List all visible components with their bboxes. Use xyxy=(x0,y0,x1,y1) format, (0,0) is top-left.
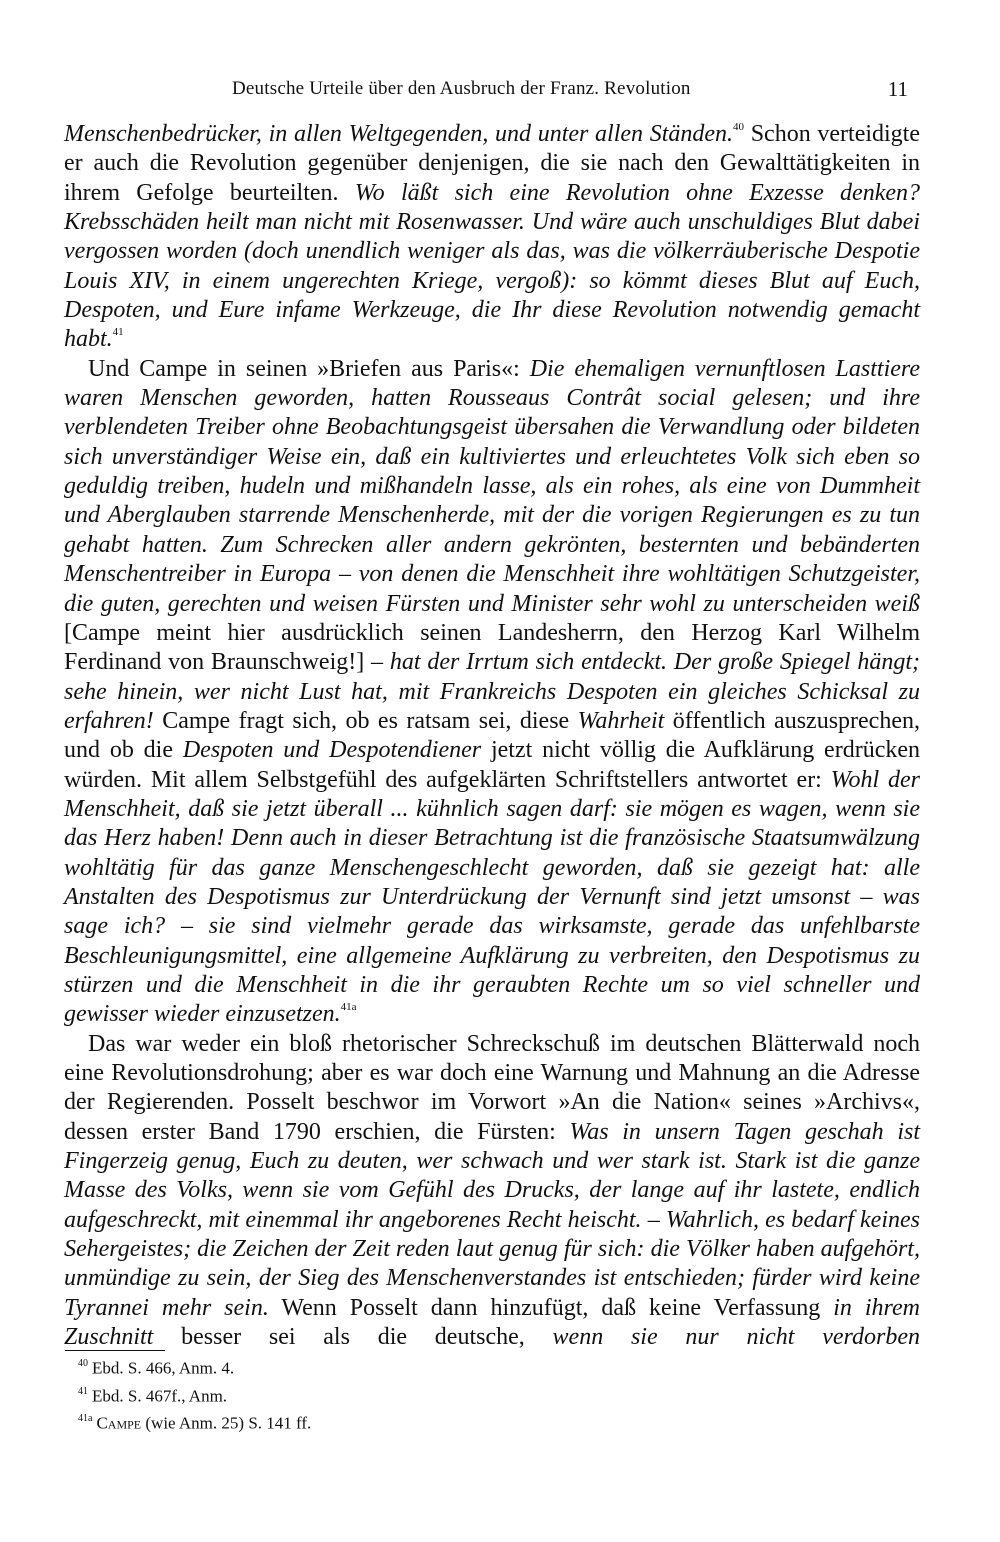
footnotes xyxy=(78,1353,778,1436)
quote-span: Die ehemaligen vernunftlosen Lasttiere waren Menschen geworden, hatten Rousseaus Contrât social gelesen; und ihre verblendeten Treiber ohne Beobachtungsgeist übersahen die Verwandlung oder bildeten sich unverständiger Weise ein, daß ein kultiviertes und erleuchtetes Volk sich eben so geduldig treiben, hudeln und mißhandeln lasse, als ein rohes, als eine von Dummheit und Aberglauben starrende Menschenherde, mit der die vorigen Regierungen es zu tun gehabt hatten. Zum Schrecken aller andern gekrönten, besternten und bebänderten Menschentreiber in Europa – von denen die Menschheit ihre wohltätigen Schutzgeister, die guten, gerechten und weisen Fürsten und Minister sehr wohl zu unterscheiden weiß xyxy=(64,355,920,617)
footnote-41 xyxy=(78,1381,778,1409)
text-span: Und Campe in seinen »Briefen aus Paris«: xyxy=(88,355,530,382)
footnote-ref-40[interactable]: 40 xyxy=(733,121,745,133)
footnote-divider xyxy=(65,1350,165,1351)
quote-span: Was in unsern Tagen geschah ist Fingerzeig genug, Euch zu deuten, wer schwach und wer stark ist. Stark ist die ganze Masse des Volks, wenn sie vom Gefühl des Drucks, der lange auf ihr lastete, endlich aufgeschreckt, mit einemmal ihr angeborenes Recht heischt. – Wahrlich, es bedarf keines Sehergeistes; die Zeichen der Zeit reden laut genug für sich: die Völker haben aufgehört, unmündige zu sein, der Sieg des Menschenverstandes ist entschieden; fürder wird keine Tyrannei mehr sein. xyxy=(64,1118,921,1321)
quote-span: Wohl der Menschheit, daß sie jetzt überall ... kühnlich sagen darf: sie mögen es wagen, wenn sie das Herz haben! Denn auch in dieser Betrachtung ist die französische Staatsumwälzung wohltätig für das ganze Menschengeschlecht geworden, daß sie gezeigt hat: alle Anstalten des Despotismus zur Unterdrückung der Vernunft sind jetzt umsonst – was sage ich? – sie sind vielmehr gerade das wirksamste, gerade das unfehlbarste Beschleunigungsmittel, eine allgemeine Aufklärung zu verbreiten, den Despotismus zu stürzen und die Menschheit in die ihr geraubten Rechte um so viel schneller und gewisser wieder einzusetzen. xyxy=(64,766,920,1028)
text-span: Das war weder ein bloß rhetorischer Schreckschuß im deutschen Blätterwald noch eine Revolutionsdrohung; aber es war doch eine Warnung und Mahnung an die Adresse der Regierenden. Posselt beschwor im Vorwort »An die Nation« seines »Archivs«, dessen erster Band 1790 erschien, die Fürsten: xyxy=(64,1030,920,1145)
footnote-41a xyxy=(78,1408,778,1436)
footnote-number: 41 xyxy=(78,1385,88,1397)
text-span: [Campe meint hier ausdrücklich seinen Landesherrn, den Herzog Karl Wilhelm Ferdinand von Braunschweig!] – xyxy=(64,619,920,676)
paragraph-1 xyxy=(64,120,920,355)
quote-span: Despoten und Despotendiener xyxy=(182,737,482,764)
footnote-ref-41a[interactable]: 41a xyxy=(340,1001,357,1014)
running-title: Deutsche Urteile über den Ausbruch der Franz. Revolution xyxy=(232,78,691,99)
footnote-author: Campe xyxy=(96,1413,142,1433)
running-header xyxy=(64,74,914,104)
text-span: Campe fragt sich, ob es ratsam sei, diese xyxy=(153,707,578,734)
quote-span: hat der Irrtum sich entdeckt. Der große Spiegel hängt; sehe hinein, wer nicht Lust hat, mit Frankreichs Despoten ein gleiches Schicksal zu erfahren! xyxy=(64,649,920,734)
footnote-ref-41[interactable]: 41 xyxy=(112,326,124,339)
footnote-number: 40 xyxy=(78,1358,88,1369)
footnote-40 xyxy=(78,1353,778,1381)
text-span: Wenn Posselt dann hinzufügt, daß keine Verfassung xyxy=(268,1294,834,1321)
quote-span: Menschenbedrücker, in allen Weltgegenden, und unter allen Ständen. xyxy=(64,121,734,147)
quote-span: wenn sie nur nicht verdorben xyxy=(552,1324,920,1351)
footnote-number: 41a xyxy=(78,1413,93,1425)
paragraph-2 xyxy=(64,355,920,1030)
main-text xyxy=(64,120,920,1352)
text-span: jetzt nicht völlig die Aufklärung erdrücken würden. Mit allem Selbstgefühl des aufgeklärten Schriftstellers antwortet er: xyxy=(64,737,920,793)
quote-span: in ihrem Zuschnitt xyxy=(64,1294,920,1351)
text-span: Schon verteidigte er auch die Revolution gegenüber denjenigen, die sie nach den Gewalttätigkeiten in ihrem Gefolge beurteilten. xyxy=(64,121,921,206)
footnote-text: Ebd. S. 466, Anm. 4. xyxy=(92,1358,235,1378)
quote-span: Wahrheit xyxy=(577,707,665,734)
quote-span: Wo läßt sich eine Revolution ohne Exzesse denken? Krebsschäden heilt man nicht mit Rosenwasser. Und wäre auch unschuldiges Blut dabei vergossen worden (doch unendlich weniger als das, was die völkerräuberische Despotie Louis XIV, in einem ungerechten Kriege, vergoß): so kömmt dieses Blut auf Euch, Despoten, und Eure infame Werkzeuge, die Ihr diese Revolution notwendig gemacht habt. xyxy=(64,179,920,353)
paragraph-3 xyxy=(64,1030,920,1353)
footnote-text: (wie Anm. 25) S. 141 ff. xyxy=(141,1413,312,1433)
page-number: 11 xyxy=(887,77,908,101)
text-span: öffentlich auszusprechen, und ob die xyxy=(64,707,920,764)
footnote-text: Ebd. S. 467f., Anm. xyxy=(92,1386,228,1406)
text-span: besser sei als die deutsche, xyxy=(153,1324,553,1351)
